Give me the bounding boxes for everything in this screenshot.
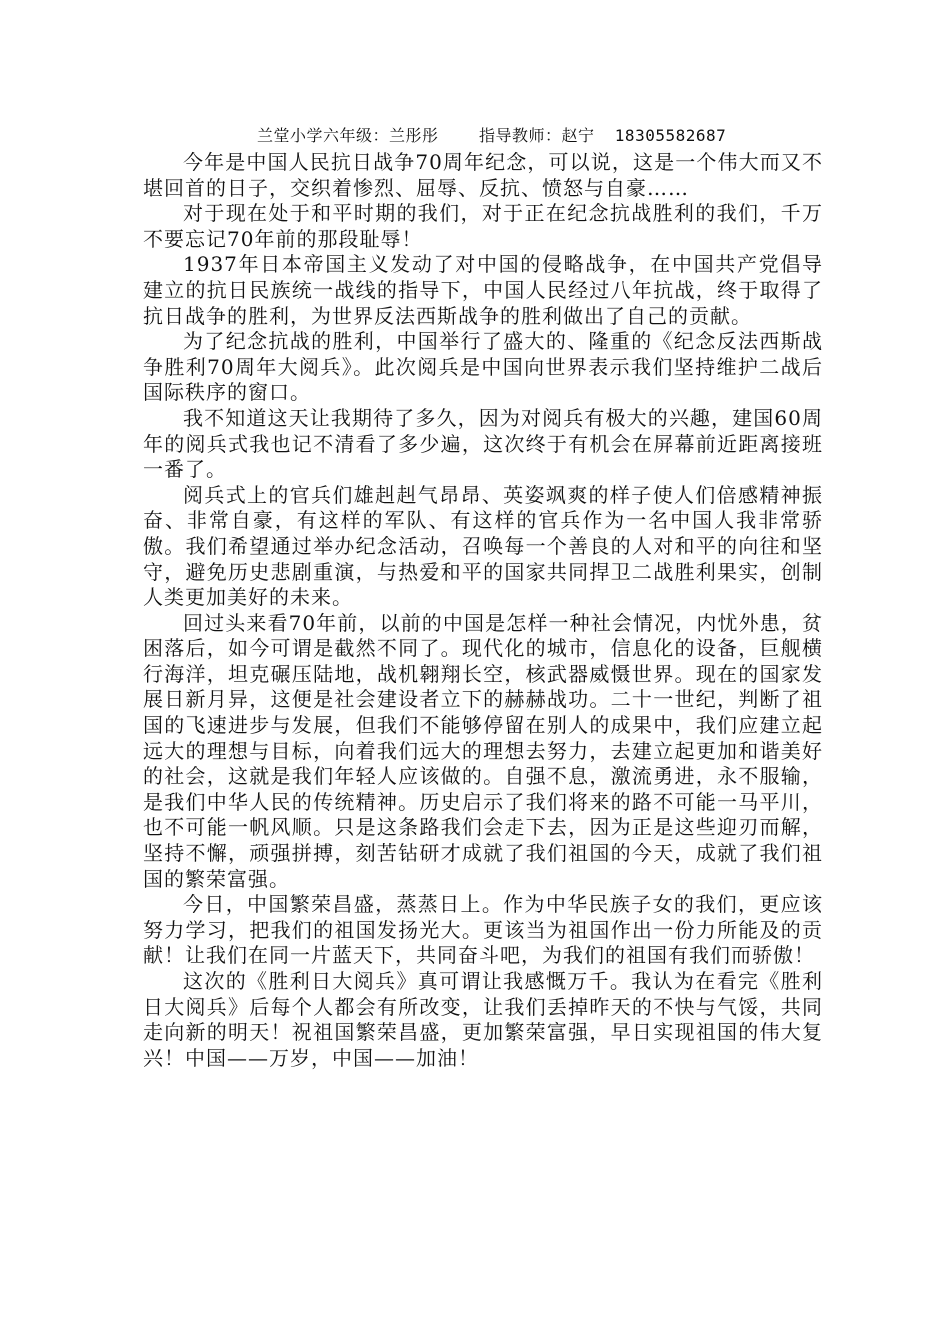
author-byline: 兰堂小学六年级：兰彤彤 指导教师：赵宁 18305582687	[257, 126, 727, 145]
paragraph-8: 今日，中国繁荣昌盛，蒸蒸日上。作为中华民族子女的我们，更应该努力学习，把我们的祖国发扬光大。更该当为祖国作出一份力所能及的贡献！让我们在同一片蓝天下，共同奋斗吧，为我们的祖国有我们而骄傲！	[143, 892, 823, 968]
paragraph-2: 对于现在处于和平时期的我们，对于正在纪念抗战胜利的我们，千万不要忘记70年前的那段耻辱！	[143, 201, 823, 251]
paragraph-9: 这次的《胜利日大阅兵》真可谓让我感慨万千。我认为在看完《胜利日大阅兵》后每个人都会有所改变，让我们丢掉昨天的不快与气馁，共同走向新的明天！祝祖国繁荣昌盛，更加繁荣富强，早日实现祖国的伟大复兴！中国——万岁，中国——加油！	[143, 969, 823, 1070]
paragraph-6: 阅兵式上的官兵们雄赳赳气昂昂、英姿飒爽的样子使人们倍感精神振奋、非常自豪，有这样的军队、有这样的官兵作为一名中国人我非常骄傲。我们希望通过举办纪念活动，召唤每一个善良的人对和平的向往和坚守，避免历史悲剧重演，与热爱和平的国家共同捍卫二战胜利果实，创制人类更加美好的未来。	[143, 482, 823, 610]
paragraph-3: 1937年日本帝国主义发动了对中国的侵略战争，在中国共产党倡导建立的抗日民族统一战线的指导下，中国人民经过八年抗战，终于取得了抗日战争的胜利，为世界反法西斯战争的胜利做出了自己的贡献。	[143, 252, 823, 328]
paragraph-5: 我不知道这天让我期待了多久，因为对阅兵有极大的兴趣，建国60周年的阅兵式我也记不清看了多少遍，这次终于有机会在屏幕前近距离接班一番了。	[143, 405, 823, 482]
essay-body	[143, 124, 823, 1071]
paragraph-1: 今年是中国人民抗日战争70周年纪念，可以说，这是一个伟大而又不堪回首的日子，交织着惨烈、屈辱、反抗、愤怒与自豪……	[143, 150, 823, 200]
paragraph-4: 为了纪念抗战的胜利，中国举行了盛大的、隆重的《纪念反法西斯战争胜利70周年大阅兵》。此次阅兵是中国向世界表示我们坚持维护二战后国际秩序的窗口。	[143, 329, 823, 405]
paragraph-7: 回过头来看70年前，以前的中国是怎样一种社会情况，内忧外患，贫困落后，如今可谓是截然不同了。现代化的城市，信息化的设备，巨舰横行海洋，坦克碾压陆地，战机翱翔长空，核武器威慑世界。现在的国家发展日新月异，这便是社会建设者立下的赫赫战功。二十一世纪，判断了祖国的飞速进步与发展，但我们不能够停留在别人的成果中，我们应建立起远大的理想与目标，向着我们远大的理想去努力，去建立起更加和谐美好的社会，这就是我们年轻人应该做的。自强不息，激流勇进，永不服输，是我们中华人民的传统精神。历史启示了我们将来的路不可能一马平川，也不可能一帆风顺。只是这条路我们会走下去，因为正是这些迎刃而解，坚持不懈，顽强拼搏，刻苦钻研才成就了我们祖国的今天，成就了我们祖国的繁荣富强。	[143, 610, 823, 891]
